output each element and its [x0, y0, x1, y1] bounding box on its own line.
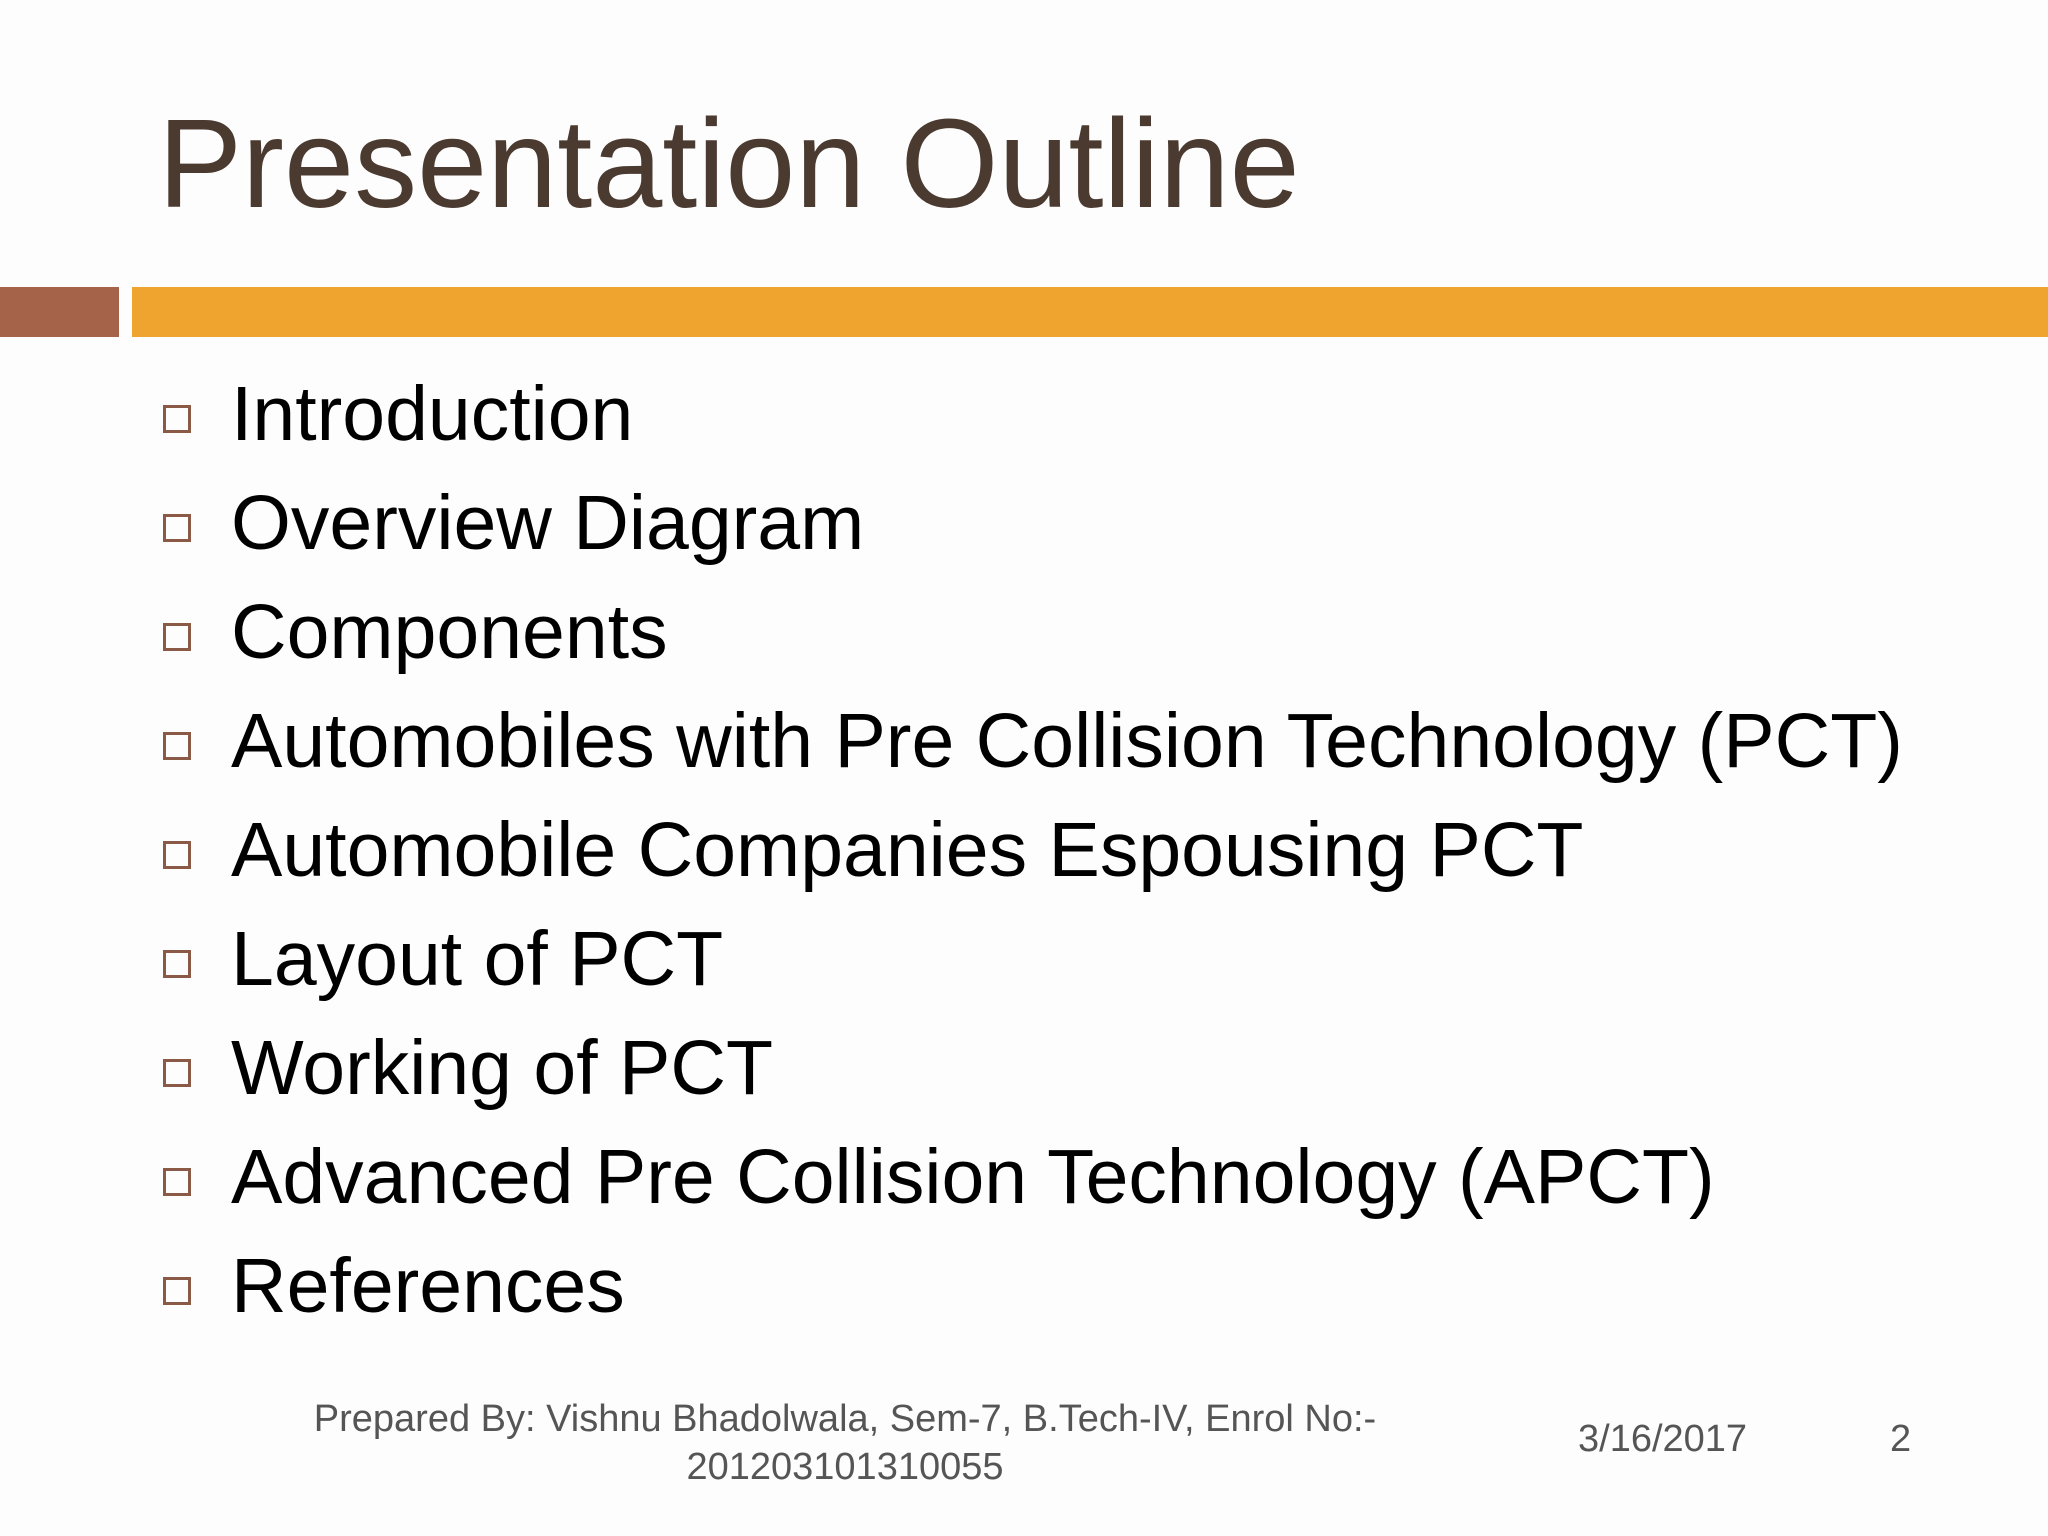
- square-bullet-icon: [163, 1168, 191, 1196]
- list-item-text: Overview Diagram: [231, 480, 865, 566]
- square-bullet-icon: [163, 732, 191, 760]
- square-bullet-icon: [163, 623, 191, 651]
- footer-prepared-by-line1: Prepared By: Vishnu Bhadolwala, Sem-7, B.Tech-IV, Enrol No:-: [313, 1398, 1377, 1440]
- accent-block: [0, 287, 119, 337]
- list-item: [160, 1133, 1942, 1222]
- slide-title: Presentation Outline: [158, 93, 1300, 234]
- square-bullet-icon: [163, 1277, 191, 1305]
- list-item-text: Working of PCT: [231, 1025, 774, 1111]
- list-item-text: Automobiles with Pre Collision Technology (PCT): [231, 698, 1903, 784]
- square-bullet-icon: [163, 405, 191, 433]
- list-item: [160, 806, 1942, 895]
- square-bullet-icon: [163, 950, 191, 978]
- list-item-text: Introduction: [231, 371, 634, 457]
- list-item-text: Components: [231, 589, 668, 675]
- footer-date: 3/16/2017: [1578, 1418, 1748, 1460]
- list-item: [160, 697, 1942, 786]
- list-item: [160, 370, 1942, 459]
- footer-prepared-by: [260, 1395, 1430, 1491]
- list-item: [160, 1242, 1942, 1331]
- list-item: [160, 1024, 1942, 1113]
- list-item: [160, 915, 1942, 1004]
- list-item-text: References: [231, 1243, 625, 1329]
- footer-prepared-by-line2: 201203101310055: [686, 1446, 1004, 1488]
- square-bullet-icon: [163, 514, 191, 542]
- list-item-text: Advanced Pre Collision Technology (APCT): [231, 1134, 1715, 1220]
- outline-list: [160, 370, 1942, 1351]
- list-item: [160, 479, 1942, 568]
- list-item: [160, 588, 1942, 677]
- square-bullet-icon: [163, 841, 191, 869]
- square-bullet-icon: [163, 1059, 191, 1087]
- list-item-text: Layout of PCT: [231, 916, 724, 1002]
- accent-bar: [132, 287, 2048, 337]
- footer-page-number: 2: [1890, 1418, 1912, 1460]
- list-item-text: Automobile Companies Espousing PCT: [231, 807, 1584, 893]
